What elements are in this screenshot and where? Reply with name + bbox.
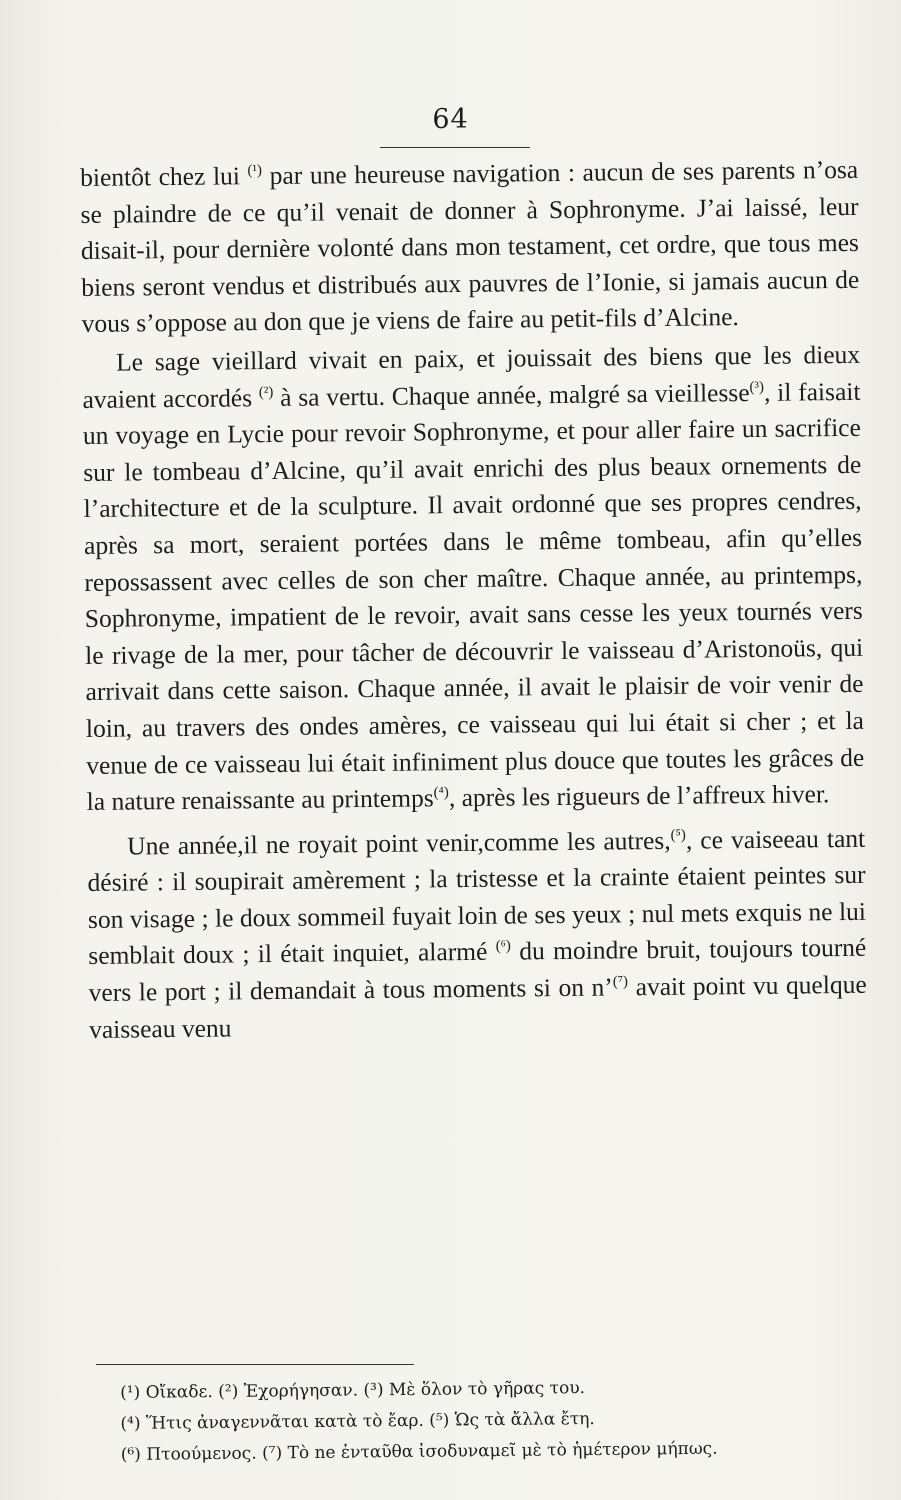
paragraph: Le sage vieillard vivait en paix, et jouissait des biens que les dieux avaient accordés $^{(^2)}$ à sa vertu. Chaque année, malgré sa vieillesse$^{(^3)}$, il faisait un voyage en Lycie pour revoir Sophronyme, et pour aller faire un sacrifice sur le tombeau d’Alcine, qu’il avait enrichi des plus beaux ornements de l’architecture et de la sculpture. Il avait ordonné que ses propres cendres, après sa mort, seraient portées dans le même tombeau, afin qu’elles repossassent avec celles de son cher maître. Chaque année, au printemps, Sophronyme, impatient de le revoir, avait sans cesse les yeux tournés vers le rivage de la mer, pour tâcher de découvrir le vaisseau d’Aristonoüs, qui arrivait dans cette saison. Chaque année, il avait le plaisir de voir venir de loin, au travers des ondes amères, ce vaisseau qui lui était si cher ; et la venue de ce vaisseau lui était infiniment plus douce que toutes les grâces de la nature renaissante au printemps$^{(^4)}$, après les rigueurs de l’affreux hiver. (82, 339, 865, 817)
footnote-reference: (⁴) (433, 784, 449, 801)
footnote-rule (96, 1364, 414, 1365)
footnote-line: (⁶) Πτοούμενος. (⁷) Τὸ ne ἐνταῦθα ἰσοδυναμεῖ μὲ τὸ ἡμέτερον μήπως. (120, 1438, 718, 1465)
footnotes (120, 1370, 861, 1471)
paragraph: bientôt chez lui $^{(^1)}$ par une heureuse navigation : aucun de ses parents n’osa se plaindre de ce qu’il venait de donner à Sophronyme. J’ai laissé, leur disait-il, pour dernière volonté dans mon testament, cet ordre, que tous mes biens seront vendus et distribués aux pauvres de l’Ionie, si jamais aucun de vous s’oppose au don que je viens de faire au petit-fils d’Alcine. (80, 154, 860, 339)
header-rule (380, 147, 530, 148)
footnote-reference: (²) (258, 384, 274, 401)
footnote-reference: (⁵) (670, 826, 686, 844)
footnote-line: (⁴) Ἥτις ἀναγεννᾶται κατὰ τὸ ἔαρ. (⁵) Ὡς τὰ ἄλλα ἔτη. (120, 1409, 595, 1434)
page-number: 64 (432, 104, 469, 135)
footnote-reference: (⁷) (612, 973, 629, 991)
footnote-reference: (⁶) (495, 938, 511, 955)
footnote-line: (¹) Οἴκαδε. (²) Ἐχορήγησαν. (³) Μὲ ὅλον τὸ γῆρας του. (120, 1378, 586, 1403)
footnote-reference: (³) (749, 378, 765, 396)
paragraph: Une année,il ne royait point venir,comme les autres,$^{(^5)}$, ce vaiseeau tant désiré : il soupirait amèrement ; la tristesse et la crainte étaient peintes sur son visage ; le doux sommeil fuyait loin de ses yeux ; nul mets exquis ne lui semblait doux ; il était inquiet, alarmé $^{(^6)}$ du moindre bruit, toujours tourné vers le port ; il demandait à tous moments si on n’$^{(^7)}$ avait point vu quelque vaisseau venu (87, 823, 867, 1044)
footnote-reference: (¹) (247, 162, 263, 179)
main-text (80, 152, 867, 1048)
